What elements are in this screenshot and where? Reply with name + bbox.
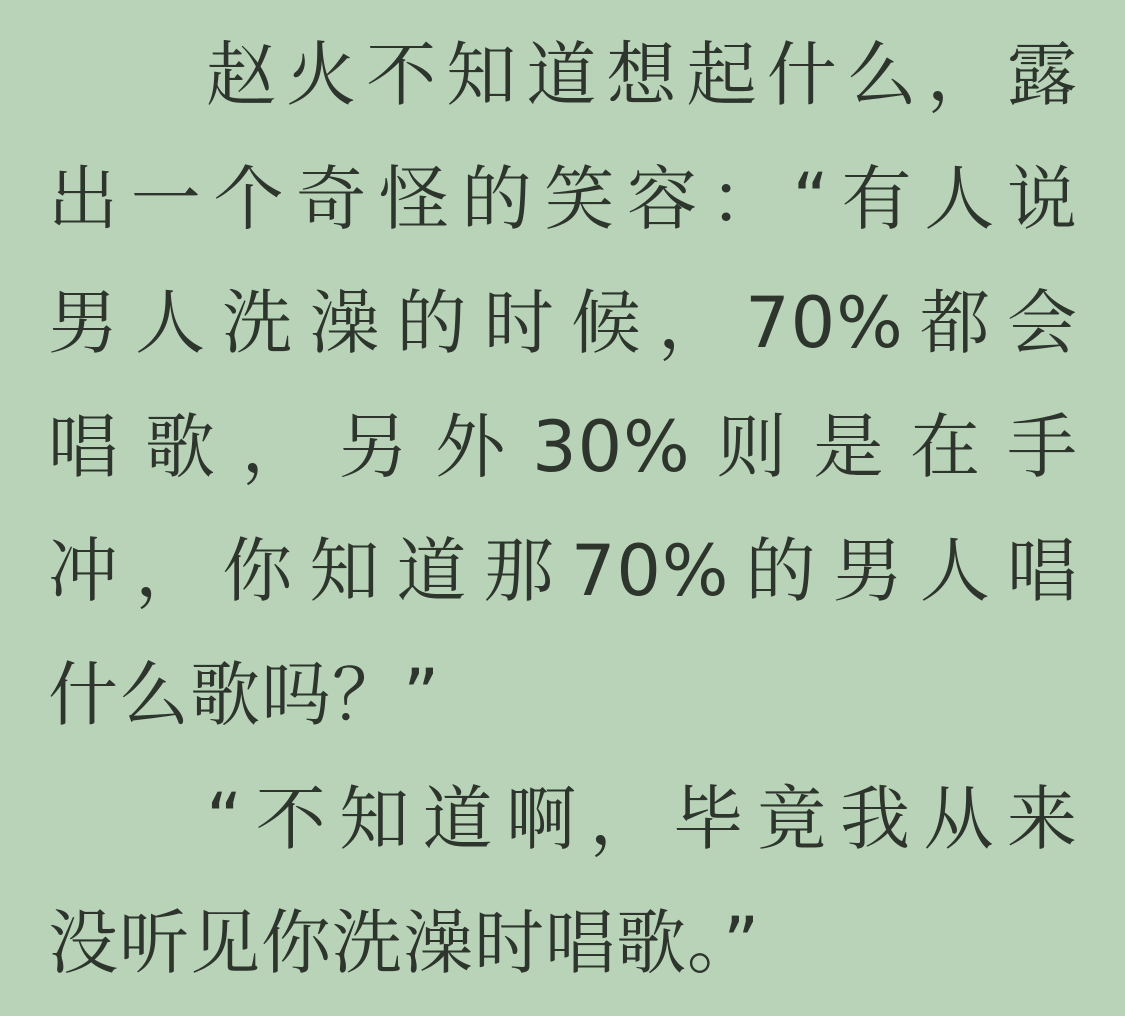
paragraph-1-line-6: 什么歌吗？” (48, 654, 441, 736)
paragraph-2-line-2: 没听见你洗澡时唱歌。” (48, 902, 761, 984)
paragraph-1-line-2: 出一个奇怪的笑容：“有人说 (48, 158, 1078, 240)
paragraph-2-line-1: “不知道啊，毕竟我从来 (206, 778, 1078, 860)
paragraph-1-line-3: 男人洗澡的时候，70%都会 (48, 282, 1078, 364)
paragraph-1-line-1: 赵火不知道想起什么，露 (206, 34, 1078, 116)
paragraph-1-line-4: 唱歌，另外30%则是在手 (48, 406, 1078, 488)
paragraph-1-line-5: 冲，你知道那70%的男人唱 (48, 530, 1078, 612)
